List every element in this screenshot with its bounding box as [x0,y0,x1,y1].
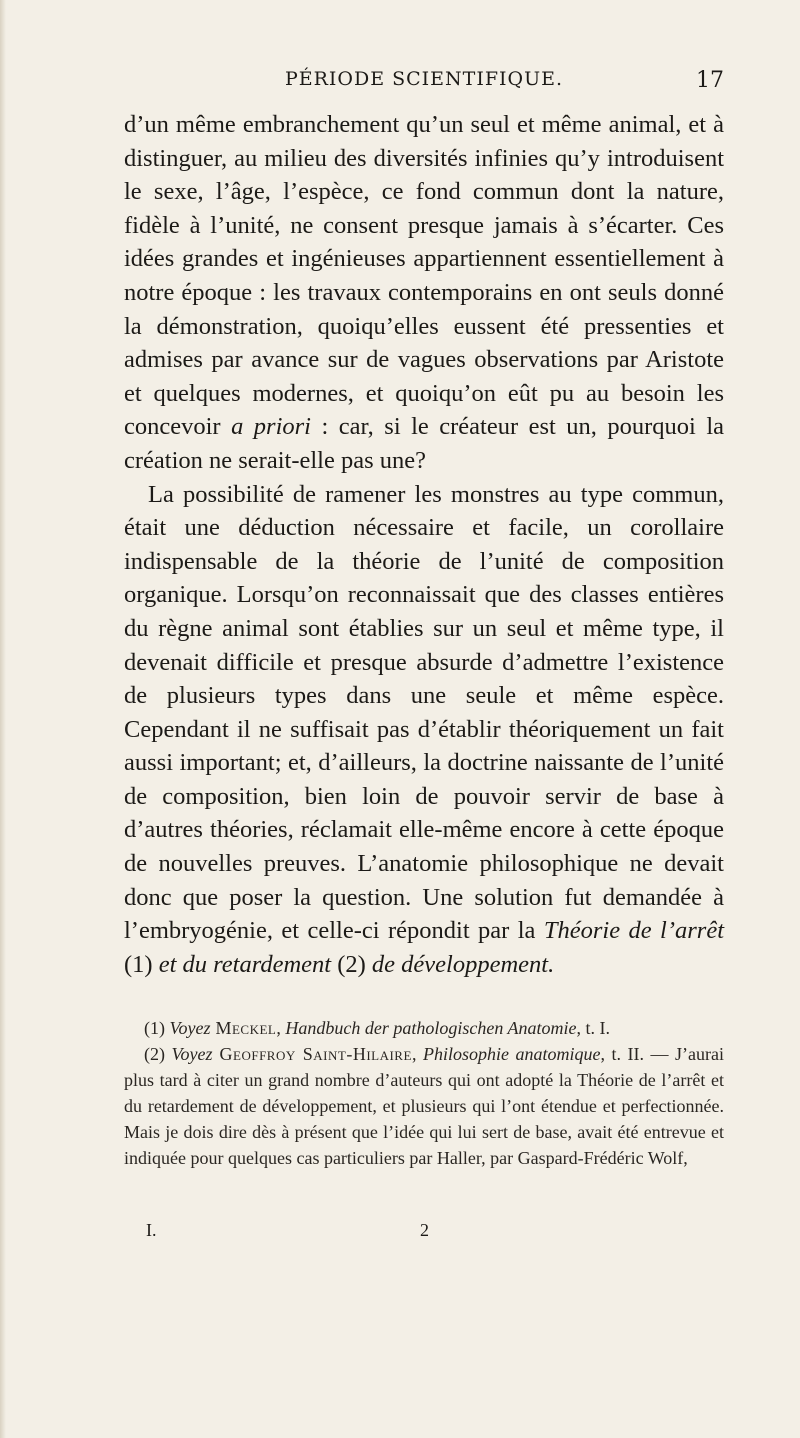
footnote-1-end: , t. I. [576,1018,611,1038]
signature-line [124,1220,724,1244]
page-gutter-shadow [0,0,6,1438]
paragraph-2-italic-title-2: et du retardement [158,950,332,978]
paragraph-2-text: La possibilité de ramener les monstres au type commun, était une déduction nécessaire et facile, un corollaire indispensable de la théorie de l’unité de composition organique. Lorsqu’on reconnaissait que des classes entières du règne animal sont établies sur un seul et même type, il devenait difficile et presque absurde d’admettre l’existence de plusieurs types dans une seule et même espèce. Cependant il ne suffisait pas d’établir théoriquement un fait aussi important; et, d’ailleurs, la doctrine naissante de l’unité de composition, bien loin de pouvoir servir de base à d’autres théories, réclamait elle-même encore à cette époque de nouvelles preuves. L’anatomie philosophique ne devait donc que poser la question. Une solution fut demandée à l’embryogénie, et celle-ci répondit par la [124,480,724,945]
footnotes [124,1015,724,1171]
running-head: PÉRIODE SCIENTIFIQUE. [284,68,564,90]
page-header [124,68,724,96]
footnote-2-voyez: Voyez [171,1044,213,1064]
main-text [124,108,724,981]
footnote-2-author: Geoffroy Saint-Hilaire [212,1044,412,1064]
footnote-1-voyez: Voyez [169,1018,211,1038]
paragraph-2-italic-title-3: de développement. [371,950,555,978]
paragraph-1-end: : car, si le créateur est un, pourquoi la création ne serait-elle pas une? [124,413,725,474]
paragraph-1-text: d’un même embranchement qu’un seul et même animal, et à distinguer, au milieu des diversités infinies qu’y introduisent le sexe, l’âge, l’espèce, ce fond commun dont la nature, fidèle à l’unité, ne consent presque jamais à s’écarter. Ces idées grandes et ingénieuses appartiennent essentiellement à notre époque : les travaux contemporains en ont seuls donné la démonstration, quoiqu’elles eussent été pressenties et admises par avance sur de vagues observations par Aristote et quelques modernes, et quoiqu’on eût pu au besoin les concevoir [124,111,724,441]
page-number: 17 [696,68,724,93]
footnote-2 [124,1041,724,1171]
footnote-2-end: , t. II. — J’aurai plus tard à citer un grand nombre d’auteurs qui ont adopté la Théorie de l’arrêt et du retardement de développement, et plusieurs qui l’ont étendue et perfectionnée. Mais je dois dire dès à présent que l’idée qui lui sert de base, avait été entrevue et indiquée pour quelques cas particuliers par Haller, par Gaspard-Frédéric Wolf, [124,1044,725,1168]
signature-number: 2 [420,1220,429,1240]
paragraph-2-italic-title: Théorie de l’arrêt [543,917,724,945]
paragraph-1-italic: a priori [231,413,311,441]
footnote-2-number: (2) [144,1044,172,1064]
signature-mark: I. [146,1220,157,1240]
footnote-ref-2: (2) [331,950,372,978]
footnote-2-title: Philosophie anatomique [422,1044,601,1064]
footnote-2-sep: , [411,1044,423,1064]
paragraph-1 [124,108,724,478]
footnote-1-number: (1) [144,1018,170,1038]
footnote-1-sep: , [276,1018,286,1038]
footnote-1 [124,1015,724,1041]
paragraph-2 [124,478,724,982]
footnote-1-author: Meckel [210,1018,277,1038]
footnote-1-title: Handbuch der pathologischen Anatomie [285,1018,577,1038]
footnote-ref-1: (1) [124,950,159,978]
